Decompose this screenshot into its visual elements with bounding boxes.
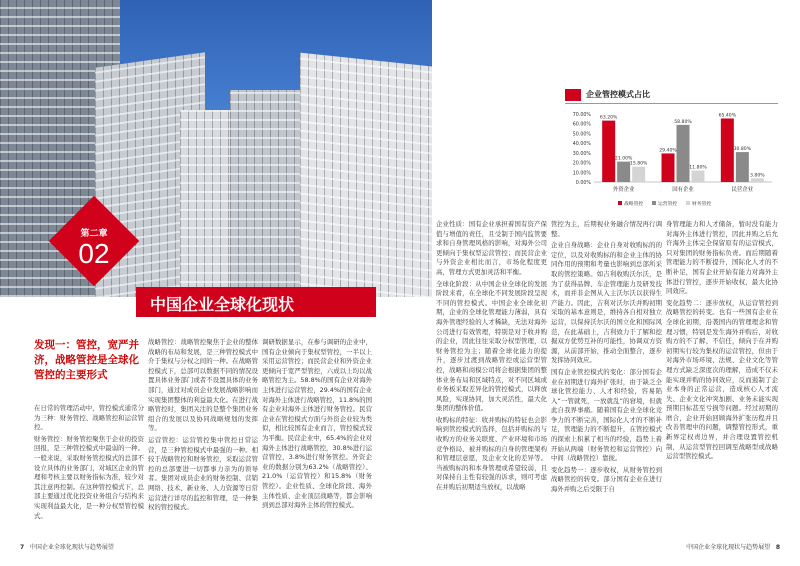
chart-divider	[565, 103, 778, 104]
legend-label: 财务管控	[692, 202, 712, 207]
legend-label: 运营管控	[658, 202, 678, 207]
page-number: 8	[775, 544, 780, 551]
footer-left	[20, 542, 114, 551]
column-1	[34, 404, 144, 523]
chapter-number: 02	[78, 238, 110, 269]
footer-title: 中国企业全球化现状与趋势展望	[29, 544, 114, 551]
bar-value-label: 21.00%	[614, 156, 633, 162]
x-category-label: 民营企业	[731, 187, 754, 193]
section-heading: 发现一：管控，宽严并济，战略管控是全球化管控的主要形式	[34, 339, 139, 381]
column-2	[148, 338, 258, 515]
bar-value-label: 30.80%	[733, 147, 752, 153]
bar	[632, 167, 645, 182]
chart-title: 企业管控模式占比	[586, 90, 650, 99]
y-tick-label: 40.00%	[572, 142, 591, 148]
bar	[602, 121, 615, 182]
legend-swatch	[652, 201, 656, 205]
bar-value-label: 3.80%	[750, 173, 765, 179]
paragraph: 变化趋势一：逐步收权，从财务管控到战略管控的转变。部分国有企业在进行海外并购之后受限于自	[551, 465, 662, 494]
page-number: 7	[20, 544, 25, 551]
chapter-label: 第二章	[80, 229, 108, 239]
column-6	[666, 220, 778, 464]
y-tick-label: 0.00%	[575, 181, 591, 186]
bar-chart	[560, 108, 778, 213]
paragraph: 国有企业管控模式的变化：部分国有企业在初期进行海外扩张时，由于缺乏全球化管控能力、人才和经验，容易陷入“一管就死，一放就乱”的窘境，但就此自我界事痛。随着国有企业全球化竞争力的不断完善，国际化人才的不断补足，管理能力的不断提升，在管控模式的探索上积累了相当的经验，趋势上着开始从两端（财务管控和运营管控）向中间（战略管控）靠拢。	[551, 367, 662, 463]
bar-value-label: 15.80%	[629, 161, 648, 167]
paragraph: 企业自身战略：企业自身对收购标的的定位，以及对收购标的和企业主体的协同作用的预期和考量也影响到总部所采取的管控策略。如吉利收购沃尔沃，是为了获得品牌、车企管理能力及研发技术，而并非企图从入主沃尔沃以获得生产能力。因此，吉利对沃尔沃并购初期采取的基本意则是，维持各自相对独立运营，以保持沃尔沃的国立化和国际风范，在此基础上，吉利致力于了解和挖掘双方优势互补的可能性，协调双方资源，从前部开始，推动全面整合，逐步发挥协同效应。	[551, 241, 662, 365]
column-4	[436, 220, 547, 495]
y-tick-label: 50.00%	[572, 132, 591, 138]
y-tick-label: 10.00%	[572, 171, 591, 177]
paragraph: 战略管控：战略管控聚焦于企业的整体战略的布局和发展，是三种管控模式中介于集权与分权之间的一种。在战略管控模式下，总部可以数据不同的情况设置具体业务部门或者不设置具体的业务部门，通过对成员企业发展战略影响而实现集团整体的利益最大化。在进行战略管控时，集团关注的是整个集团业务组合的发展以及协同战略规划的发挥等。	[148, 338, 258, 433]
legend-swatch	[618, 201, 622, 205]
legend-swatch	[686, 201, 690, 205]
bar-value-label: 11.80%	[689, 165, 707, 171]
bar-value-label: 58.80%	[674, 119, 692, 125]
bar	[677, 125, 690, 182]
paragraph: 管控为主，后期视业务融合情况再行调整。	[551, 220, 662, 238]
y-tick-label: 60.00%	[572, 122, 591, 128]
paragraph: 调研数据显示，在参与调研的企业中，国有企业倾向于集权型管控，一半以上采用运营管控；而民营企业和外资企业更倾向于宽严型管控，六成以上均以战略管控为主。58.8%的国有企业对海外主体进行运营管控，29.4%的国有企业对海外主体进行战略管控，11.8%的国有企业对海外主体进行财务管控。民营企业在管控模式方面与外资企业较为类似，相比较国有企业而言，管控模式较为平衡。民营企业中，65.4%的企业对海外主体进行战略管控，30.8%进行运营管控，3.8%进行财务管控。外资企业的数据分别为63.2%（战略管控）、21.0%（运营管控）和15.8%（财务管控）。企业性质、全球化阶段、海外主体性质、企业顶层战略等，都会影响到到总部对海外主体的管控模式。	[262, 338, 372, 510]
x-category-label: 外资企业	[612, 187, 635, 193]
footer-title: 中国企业全球化现状与趋势展望	[686, 544, 771, 551]
y-tick-label: 70.00%	[572, 113, 591, 118]
paragraph: 企业性质：国有企业承担着国有资产保值与增值的责任，且受制于国内监管要求和自身管理风格的影响，对海外公司更倾向于集权型运营管控；而民营企业与外资企业相比而言，市场化程度更高，管理方式更加灵活和平衡。	[436, 220, 547, 276]
paragraph: 在日常的管理活动中，管控模式通常分为三种：财务管控、战略管控和运营管控。	[34, 404, 144, 432]
building-shape	[300, 53, 432, 297]
bar-value-label: 29.40%	[659, 148, 677, 154]
bar-value-label: 65.40%	[718, 113, 737, 119]
bar	[617, 162, 630, 182]
paragraph: 身管理能力和人才储备，暂时没有能力对海外主体进行管控，因此并购之后允许海外主体完全保留原有的运营模式，只对集团的财务指标负责。而后期随着管理能力的不断提升，国际化人才的不断补足，国有企业开始有能力对海外主体进行管控，逐步开始收权，最大化协同效应。	[666, 220, 778, 296]
bar	[662, 153, 675, 182]
chapter-title: 中国企业全球化现状	[136, 287, 376, 317]
y-tick-label: 30.00%	[572, 151, 591, 157]
bar	[721, 118, 734, 182]
bar-value-label: 63.20%	[599, 115, 618, 121]
y-tick-label: 20.00%	[572, 161, 591, 167]
paragraph: 全球化阶段：从中国企业全球化的发展阶段来看，在全球化不同发展阶段呈现不同的管控模式。中国企业全球化初期，企业的全球化管理能力薄弱，具有海外管理经验的人才稀缺，无法对海外公司进行有效管理，特别是对于收并购的企业，因此往往采取分权型管理，以财务管控为主；随着全球化能力的提升，逐步过渡到战略管控或运营型管控，战略和商模公司将会根据集团的整体业务布局和区域特点，对不同区域或业务板采取差异化的管控模式，以释放风险，实现协同，加大灵活性，最大化集团的整体价值。	[436, 279, 547, 413]
footer-right	[686, 542, 780, 551]
paragraph: 运营管控：运营管控集中管控日常运营，是三种管控模式中最强的一种。相较于战略管控和财务管控，采取运营管控的总部要进一切都事力亲为的领导者。集团对成员企业的财务控制、营销网络、技术、新业务、人力资源等日常运营进行详尽的监控和管理，是一种集权的管控模式。	[148, 435, 258, 512]
bar	[736, 152, 749, 182]
bar	[692, 171, 705, 182]
x-category-label: 国有企业	[672, 187, 694, 193]
bar	[751, 178, 764, 182]
column-5	[551, 220, 662, 497]
chart-title-marker	[565, 89, 581, 101]
paragraph: 变化趋势二：逐步放权，从运营管控到战略管控的转变。也有一些国有企业在全球化初期，沿袭国内的管理理念和管理习惯，特别是发生海外并购后，对收购方的不了解、不信任，倾向于在并购初期实行较为集权的运营管控，但由于对海外市场环境、法规、企业文化等管理方式缺乏深度次的理解，造成不仅未能实现并购的协同效应，反而遏制了企业本身的正常运营，造成核心人才流失、企业文化冲突加剧、业务未能实现预期目标甚至亏损等问题。经过初期的磨合，企业开始回顾海外扩张历程并且改善管理中的问题，调整管控形式，重新界定权责边界，并合理设置管控机制，从运营型管控回调至战略型或战略运营型管控模式。	[666, 298, 778, 461]
legend-label: 战略管控	[624, 202, 644, 207]
column-3	[262, 338, 372, 513]
paragraph: 收购标的特征：收并购标的特征也会影响到管控模式的选择，包括并购标的与收购方的业务关联度、产业环境和市场竞争格局、被并购标的自身的管理架构和管理层意愿，及企业文化的差异等。当被购标的和本身管理或希望较弱，且对保持自主性有较强的诉求，则可考虑在并购后初期适当放权，以战略	[436, 415, 547, 492]
paragraph: 财务管控：财务管控聚焦于企业的投资回报，是三种管控模式中最弱的一种。一般来说，采取财务管控模式的总部不设立具体的业务部门，对域区企业的管理和考核主要以财务指标为准，较少对其注意再控制。在这种管控模式下，总部主要通过优化投资业务组合与结构来实现利益最大化，是一种分权型管控模式。	[34, 434, 144, 520]
